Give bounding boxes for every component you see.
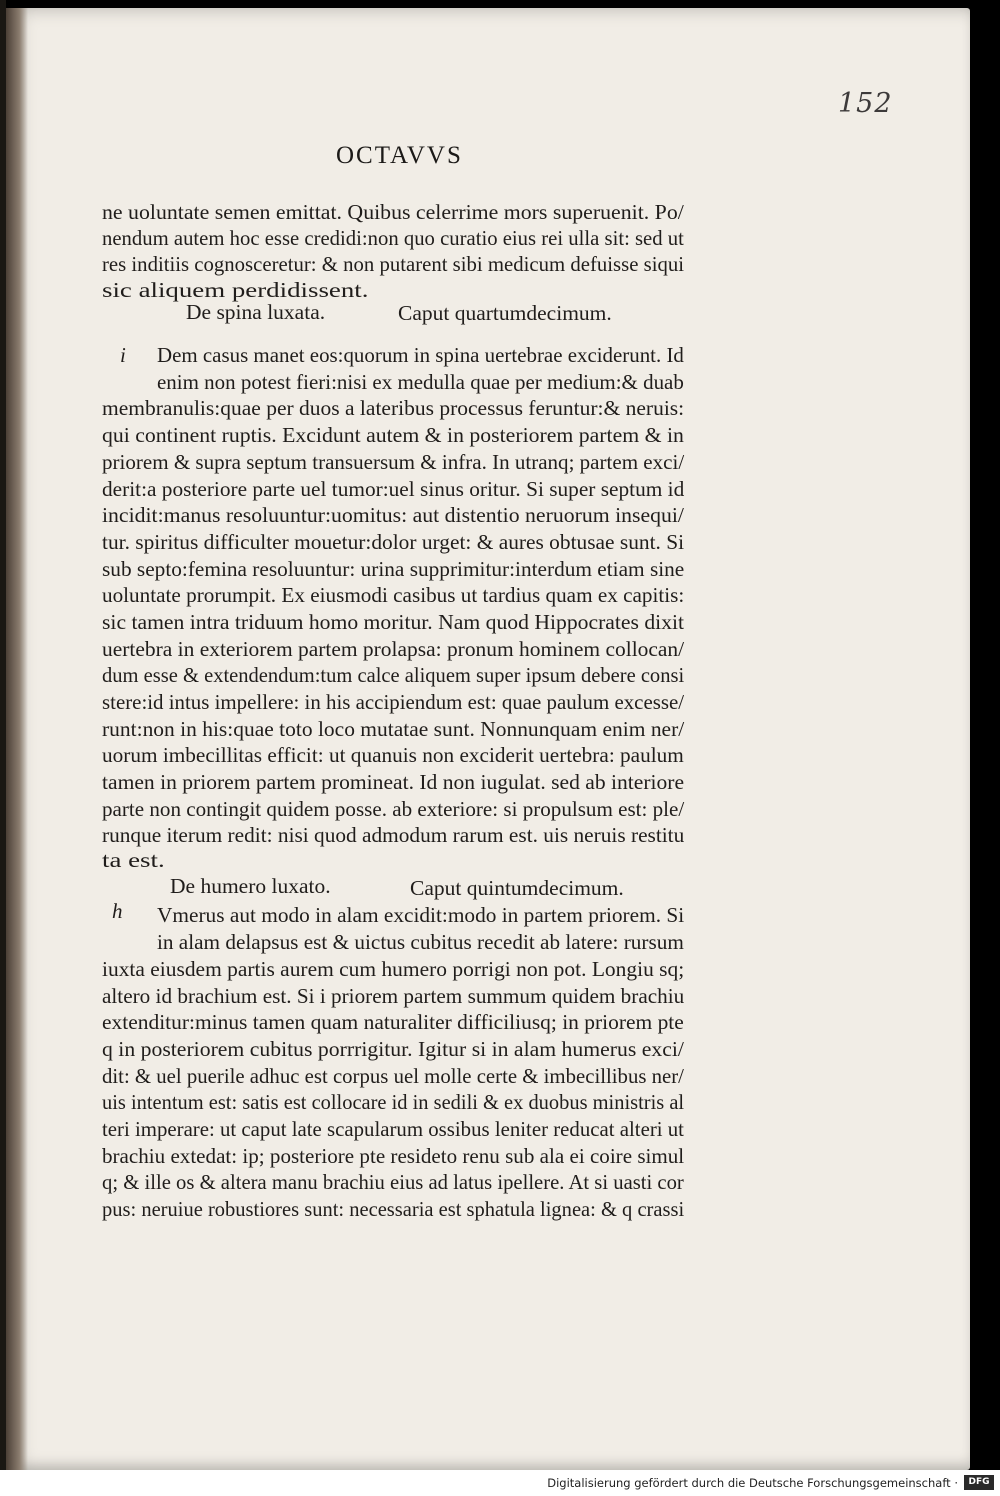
text-line: brachiu extedat: ip; posteriore pte resideto renu sub ala ei coire simul	[102, 1144, 685, 1168]
page-gutter-shadow	[6, 8, 28, 1470]
text-line: runque iterum redit: nisi quod admodum rarum est. uis neruis restitu	[102, 823, 685, 847]
text-line: qui continent ruptis. Excidunt autem & in posteriorem partem & in	[102, 423, 684, 447]
text-line: membranulis:quae per duos a lateribus processus feruntur:& neruis:	[102, 396, 685, 420]
text-line: tur. spiritus difficulter mouetur:dolor urget: & aures obtusae sunt. Si	[102, 530, 685, 554]
text-line: ne uoluntate semen emittat. Quibus celerrime mors superuenit. Po/	[102, 200, 684, 224]
section-title: De humero luxato.	[170, 874, 331, 898]
section-title: De spina luxata.	[186, 300, 326, 324]
guide-letter: h	[112, 899, 123, 923]
text-line: runt:non in his:quae toto loco mutatae sunt. Nonnunquam enim ner/	[102, 717, 685, 741]
folio-number: 152	[838, 88, 893, 119]
text-line: sic aliquem perdidissent.	[102, 278, 369, 302]
text-line: ta est.	[102, 848, 165, 872]
text-line: sic tamen intra triduum homo moritur. Nam quod Hippocrates dixit	[102, 610, 685, 634]
text-line: incidit:manus resoluuntur:uomitus: aut distentio neruorum insequi/	[102, 503, 684, 527]
text-line: q in posteriorem cubitus porrrigitur. Igitur si in alam humerus exci/	[102, 1037, 684, 1061]
text-line: uis intentum est: satis est collocare id in sedili & ex duobus ministris al	[102, 1090, 685, 1114]
running-head: OCTAVVS	[336, 142, 463, 169]
funding-notice: Digitalisierung gefördert durch die Deutsche Forschungsgemeinschaft ·	[547, 1476, 958, 1490]
text-line: tamen in priorem partem promineat. Id non iugulat. sed ab interiore	[102, 770, 685, 794]
text-line: uorum imbecillitas efficit: ut quanuis non exciderit uertebra: paulum	[102, 743, 684, 767]
text-line: altero id brachium est. Si i priorem partem summum quidem brachiu	[102, 984, 685, 1008]
guide-letter: i	[120, 343, 126, 367]
footer-bar	[0, 1470, 1000, 1496]
text-line: uertebra in exteriorem partem prolapsa: pronum hominem collocan/	[102, 637, 685, 661]
dfg-logo: DFG	[964, 1475, 994, 1490]
text-line: dum esse & extendendum:tum calce aliquem super ipsum debere consi	[102, 663, 685, 687]
text-line: dit: & uel puerile adhuc est corpus uel molle certe & imbecillibus ner/	[102, 1064, 684, 1088]
text-line: enim non potest fieri:nisi ex medulla quae per medium:& duab	[157, 370, 684, 394]
text-line: Vmerus aut modo in alam excidit:modo in partem priorem. Si	[157, 903, 685, 927]
text-line: iuxta eiusdem partis aurem cum humero porrigi non pot. Longiu sq;	[102, 957, 685, 981]
text-line: nendum autem hoc esse credidi:non quo curatio eius rei ulla sit: sed ut	[102, 226, 684, 250]
text-line: teri imperare: ut caput late scapularum ossibus leniter reducat alteri ut	[102, 1117, 684, 1141]
text-line: extenditur:minus tamen quam naturaliter difficiliusq; in priorem pte	[102, 1010, 684, 1034]
text-line: stere:id intus impellere: in his accipiendum est: quae paulum excesse/	[102, 690, 685, 714]
text-line: priorem & supra septum transuersum & infra. In utranq; partem exci/	[102, 450, 685, 474]
text-line: parte non contingit quidem posse. ab exteriore: si propulsum est: ple/	[102, 797, 685, 821]
text-line: derit:a posteriore parte uel tumor:uel sinus oritur. Si super septum id	[102, 477, 685, 501]
text-line: Dem casus manet eos:quorum in spina uertebrae exciderunt. Id	[157, 343, 684, 367]
text-line: sub septo:femina resoluuntur: urina supprimitur:interdum etiam sine	[102, 557, 685, 581]
text-line: q; & ille os & altera manu brachiu eius ad latus ipellere. At si uasti cor	[102, 1170, 684, 1194]
text-line: in alam delapsus est & uictus cubitus recedit ab latere: rursum	[157, 930, 684, 954]
text-line: pus: neruiue robustiores sunt: necessaria est sphatula lignea: & q crassi	[102, 1197, 685, 1221]
text-line: res inditiis cognosceretur: & non putarent sibi medicum defuisse siqui	[102, 252, 684, 276]
section-caput: Caput quartumdecimum.	[398, 301, 612, 325]
text-line: uoluntate prorumpit. Ex eiusmodi casibus ut tardius quam ex capitis:	[102, 583, 685, 607]
section-caput: Caput quintumdecimum.	[410, 876, 624, 900]
